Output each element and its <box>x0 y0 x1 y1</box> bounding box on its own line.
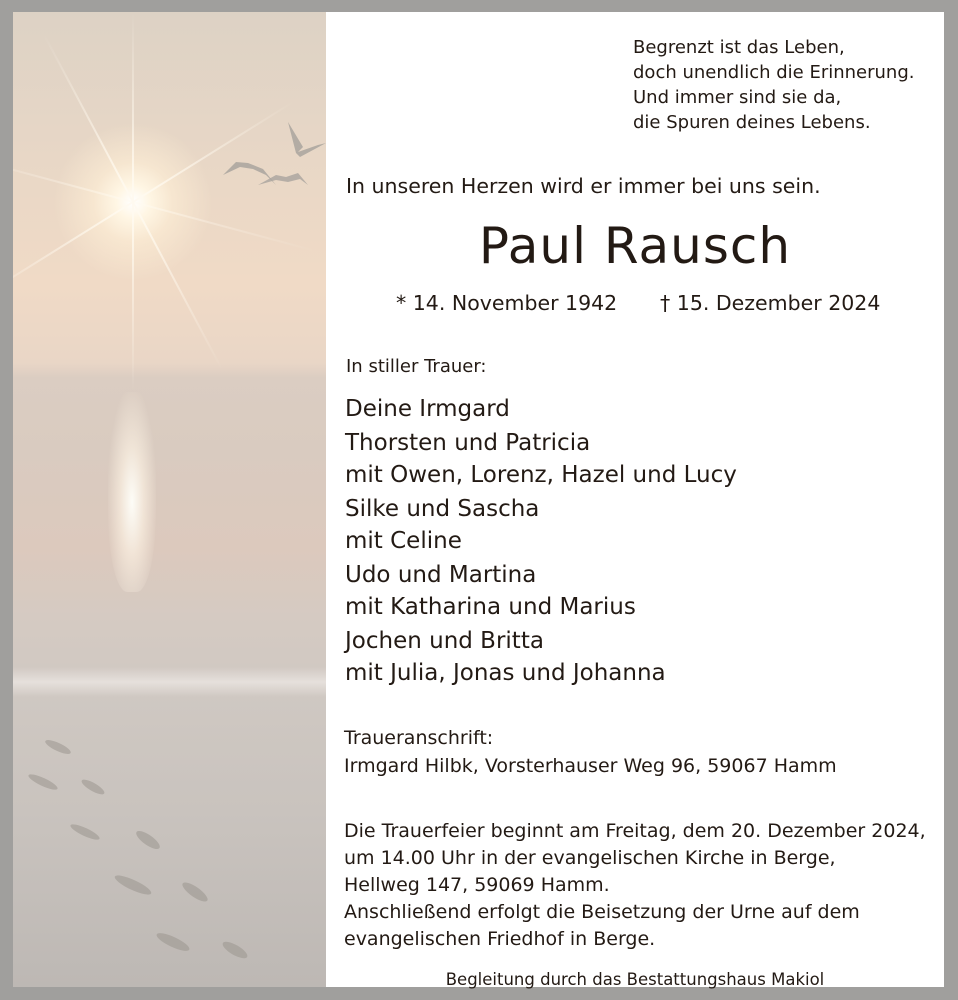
poem-line: die Spuren deines Lebens. <box>633 112 871 133</box>
deceased-name: Paul Rausch <box>478 217 792 275</box>
address-label: Traueranschrift: <box>344 727 494 749</box>
ceremony-info <box>344 818 926 953</box>
ceremony-line: Anschließend erfolgt die Beisetzung der Urne auf dem <box>344 901 860 923</box>
mourners-label: In stiller Trauer: <box>346 356 487 377</box>
motto: In unseren Herzen wird er immer bei uns sein. <box>346 174 821 198</box>
funeral-home-credit: Begleitung durch das Bestattungshaus Makiol <box>445 970 825 989</box>
mourner-line: Jochen und Britta <box>345 628 544 654</box>
mourner-line: Udo und Martina <box>345 562 537 588</box>
mourner-line: mit Celine <box>345 528 462 554</box>
poem-line: Und immer sind sie da, <box>633 87 842 108</box>
birth-date: * 14. November 1942 <box>396 291 618 315</box>
mourner-line: Thorsten und Patricia <box>345 430 591 456</box>
sun-reflection <box>108 392 156 592</box>
death-date: 15. Dezember 2024 <box>676 291 881 315</box>
obituary-card <box>13 12 944 987</box>
mourner-group <box>345 393 737 425</box>
seagull-icon <box>218 117 326 187</box>
ceremony-line: Die Trauerfeier beginnt am Freitag, dem 20. Dezember 2024, <box>344 820 926 842</box>
mourner-line: Deine Irmgard <box>345 396 510 422</box>
cross-icon: † <box>660 291 671 315</box>
footprint-icon <box>23 722 263 987</box>
mourner-line: Silke und Sascha <box>345 496 540 522</box>
mourner-line: mit Julia, Jonas und Johanna <box>345 660 666 686</box>
sunset-sea-image <box>13 12 326 987</box>
obituary-text-panel <box>326 12 944 987</box>
address-value: Irmgard Hilbk, Vorsterhauser Weg 96, 59067 Hamm <box>344 755 837 777</box>
mourning-address <box>344 724 837 780</box>
mourner-group <box>345 427 737 491</box>
mourner-group <box>345 493 737 557</box>
poem-line: Begrenzt ist das Leben, <box>633 37 845 58</box>
mourner-line: mit Katharina und Marius <box>345 594 636 620</box>
death-date-wrapper <box>660 291 880 315</box>
ceremony-line: Hellweg 147, 59069 Hamm. <box>344 874 610 896</box>
mourner-group <box>345 625 737 689</box>
mourners-list <box>345 393 737 691</box>
shoreline <box>13 667 326 697</box>
poem-line: doch unendlich die Erinnerung. <box>633 62 915 83</box>
mourner-group <box>345 559 737 623</box>
ceremony-line: um 14.00 Uhr in der evangelischen Kirche in Berge, <box>344 847 836 869</box>
poem <box>633 35 914 135</box>
ceremony-line: evangelischen Friedhof in Berge. <box>344 928 656 950</box>
mourner-line: mit Owen, Lorenz, Hazel und Lucy <box>345 462 737 488</box>
